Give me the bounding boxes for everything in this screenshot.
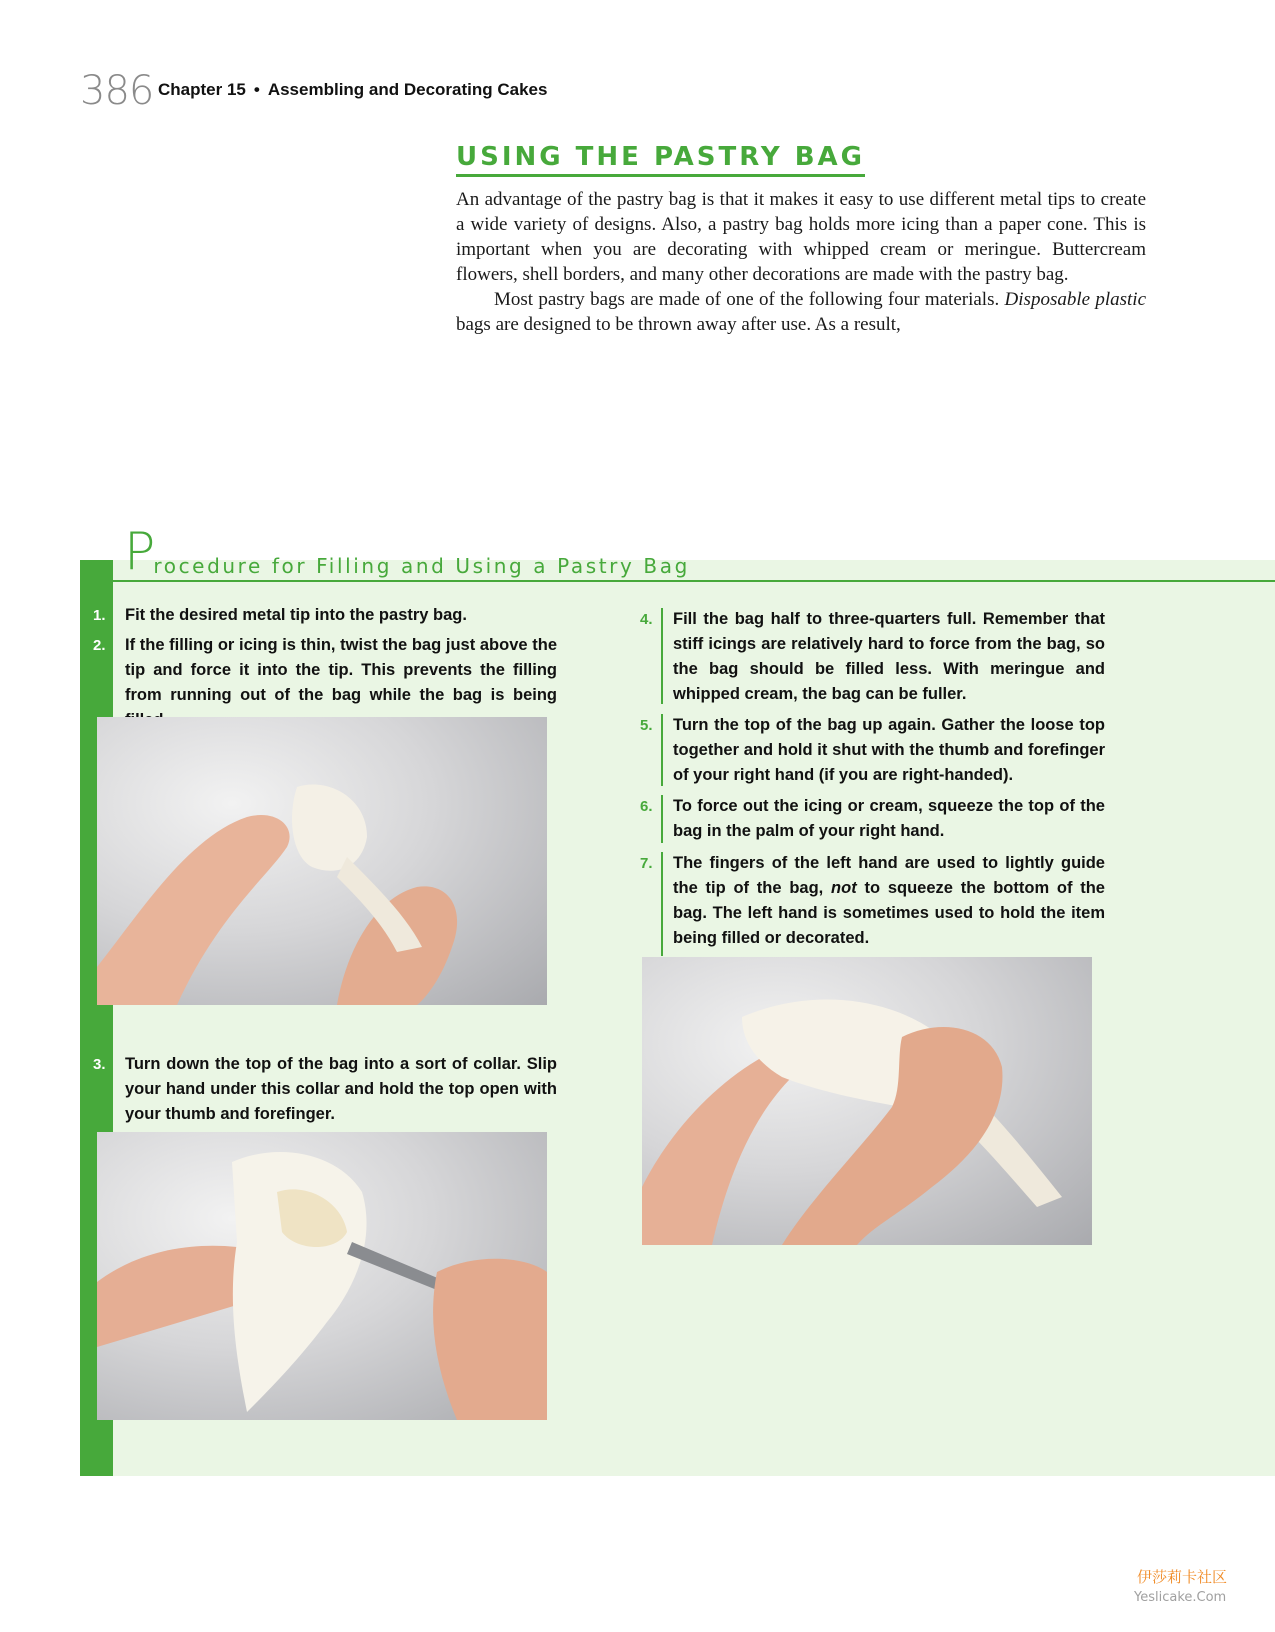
step-2-text: If the filling or icing is thin, twist the bag just above the tip and force it into the tip. This prevents the filling from running out of the bag while the bag is being (125, 636, 557, 704)
step-7-emphasis: not (831, 879, 857, 897)
paragraph-2-end: bags are designed to be thrown away after use. As a result, (456, 314, 901, 335)
step-6-rule (661, 795, 663, 843)
photo-filling-bag (97, 1132, 547, 1420)
step-5-rule (661, 714, 663, 786)
step-5-number: 5. (640, 717, 653, 734)
running-header (158, 80, 547, 100)
step-1-number: 1. (93, 607, 106, 624)
paragraph-2 (456, 287, 1146, 337)
step-7-text (673, 851, 1105, 951)
watermark-chinese: 伊莎莉卡社区 (1137, 1568, 1228, 1586)
procedure-title (124, 522, 690, 582)
step-4-text: Fill the bag half to three-quarters full. Remember that stiff icings are relatively hard to force from the bag, so the bag should be filled less. With meringue and whipped cream, the bag can be fuller. (673, 610, 1105, 703)
pastry-bag-shape (292, 784, 367, 870)
chapter-title: Assembling and Decorating Cakes (267, 80, 548, 99)
step-4-number: 4. (640, 611, 653, 628)
step-2-number: 2. (93, 637, 106, 654)
step-5-text: Turn the top of the bag up again. Gather the loose top together and hold it shut with the thumb and forefinger of your right hand (if you are right-handed). (673, 716, 1105, 784)
spatula-shape (347, 1242, 447, 1292)
step-6-text: To force out the icing or cream, squeeze the top of the bag in the palm of your right hand. (673, 797, 1105, 840)
procedure-title-rule (113, 580, 1275, 582)
step-7-text-before: The fingers of the left hand are used to lightly guide the tip of the bag, (673, 854, 1105, 897)
watermark-url: Yeslicake.Com (1134, 1590, 1227, 1605)
left-hand-shape (97, 1246, 247, 1347)
section-body (456, 187, 1146, 337)
step-1-text: Fit the desired metal tip into the pastry bag. (125, 606, 467, 624)
left-hand-shape (97, 815, 290, 1005)
paragraph-2-emphasis: Disposable plastic (1004, 289, 1147, 310)
section-title: USING THE PASTRY BAG (456, 142, 865, 177)
procedure-title-initial: P (124, 522, 154, 582)
step-7-rule (661, 852, 663, 956)
left-hand-shape (642, 1051, 796, 1245)
photo-squeezing-bag (642, 957, 1092, 1245)
page-number: 386 (80, 68, 154, 114)
photo-twisting-bag-tip (97, 717, 547, 1005)
step-3-number: 3. (93, 1056, 106, 1073)
chapter-label: Chapter 15 (158, 80, 246, 99)
procedure-title-rest: rocedure for Filling and Using a Pastry Bag (153, 554, 690, 578)
step-7-number: 7. (640, 855, 653, 872)
step-7-text-after: to squeeze the bottom of the bag. The left hand is sometimes used to hold the item being filled or decorated. (673, 879, 1105, 947)
paragraph-1: An advantage of the pastry bag is that it makes it easy to use different metal tips to create a wide variety of designs. Also, a pastry bag holds more icing than a paper cone. This is important when you are decorating with whipped cream or meringue. Buttercream flowers, shell borders, and many other decorations are made with the pastry bag. (456, 189, 1146, 285)
step-6-number: 6. (640, 798, 653, 815)
right-hand-shape (433, 1259, 547, 1420)
step-3-text: Turn down the top of the bag into a sort of collar. Slip your hand under this collar and hold the top open with your thumb and forefinger. (125, 1055, 557, 1123)
step-4-rule (661, 608, 663, 704)
header-bullet: • (253, 80, 260, 99)
paragraph-2-start: Most pastry bags are made of one of the following four materials. (494, 289, 1000, 310)
